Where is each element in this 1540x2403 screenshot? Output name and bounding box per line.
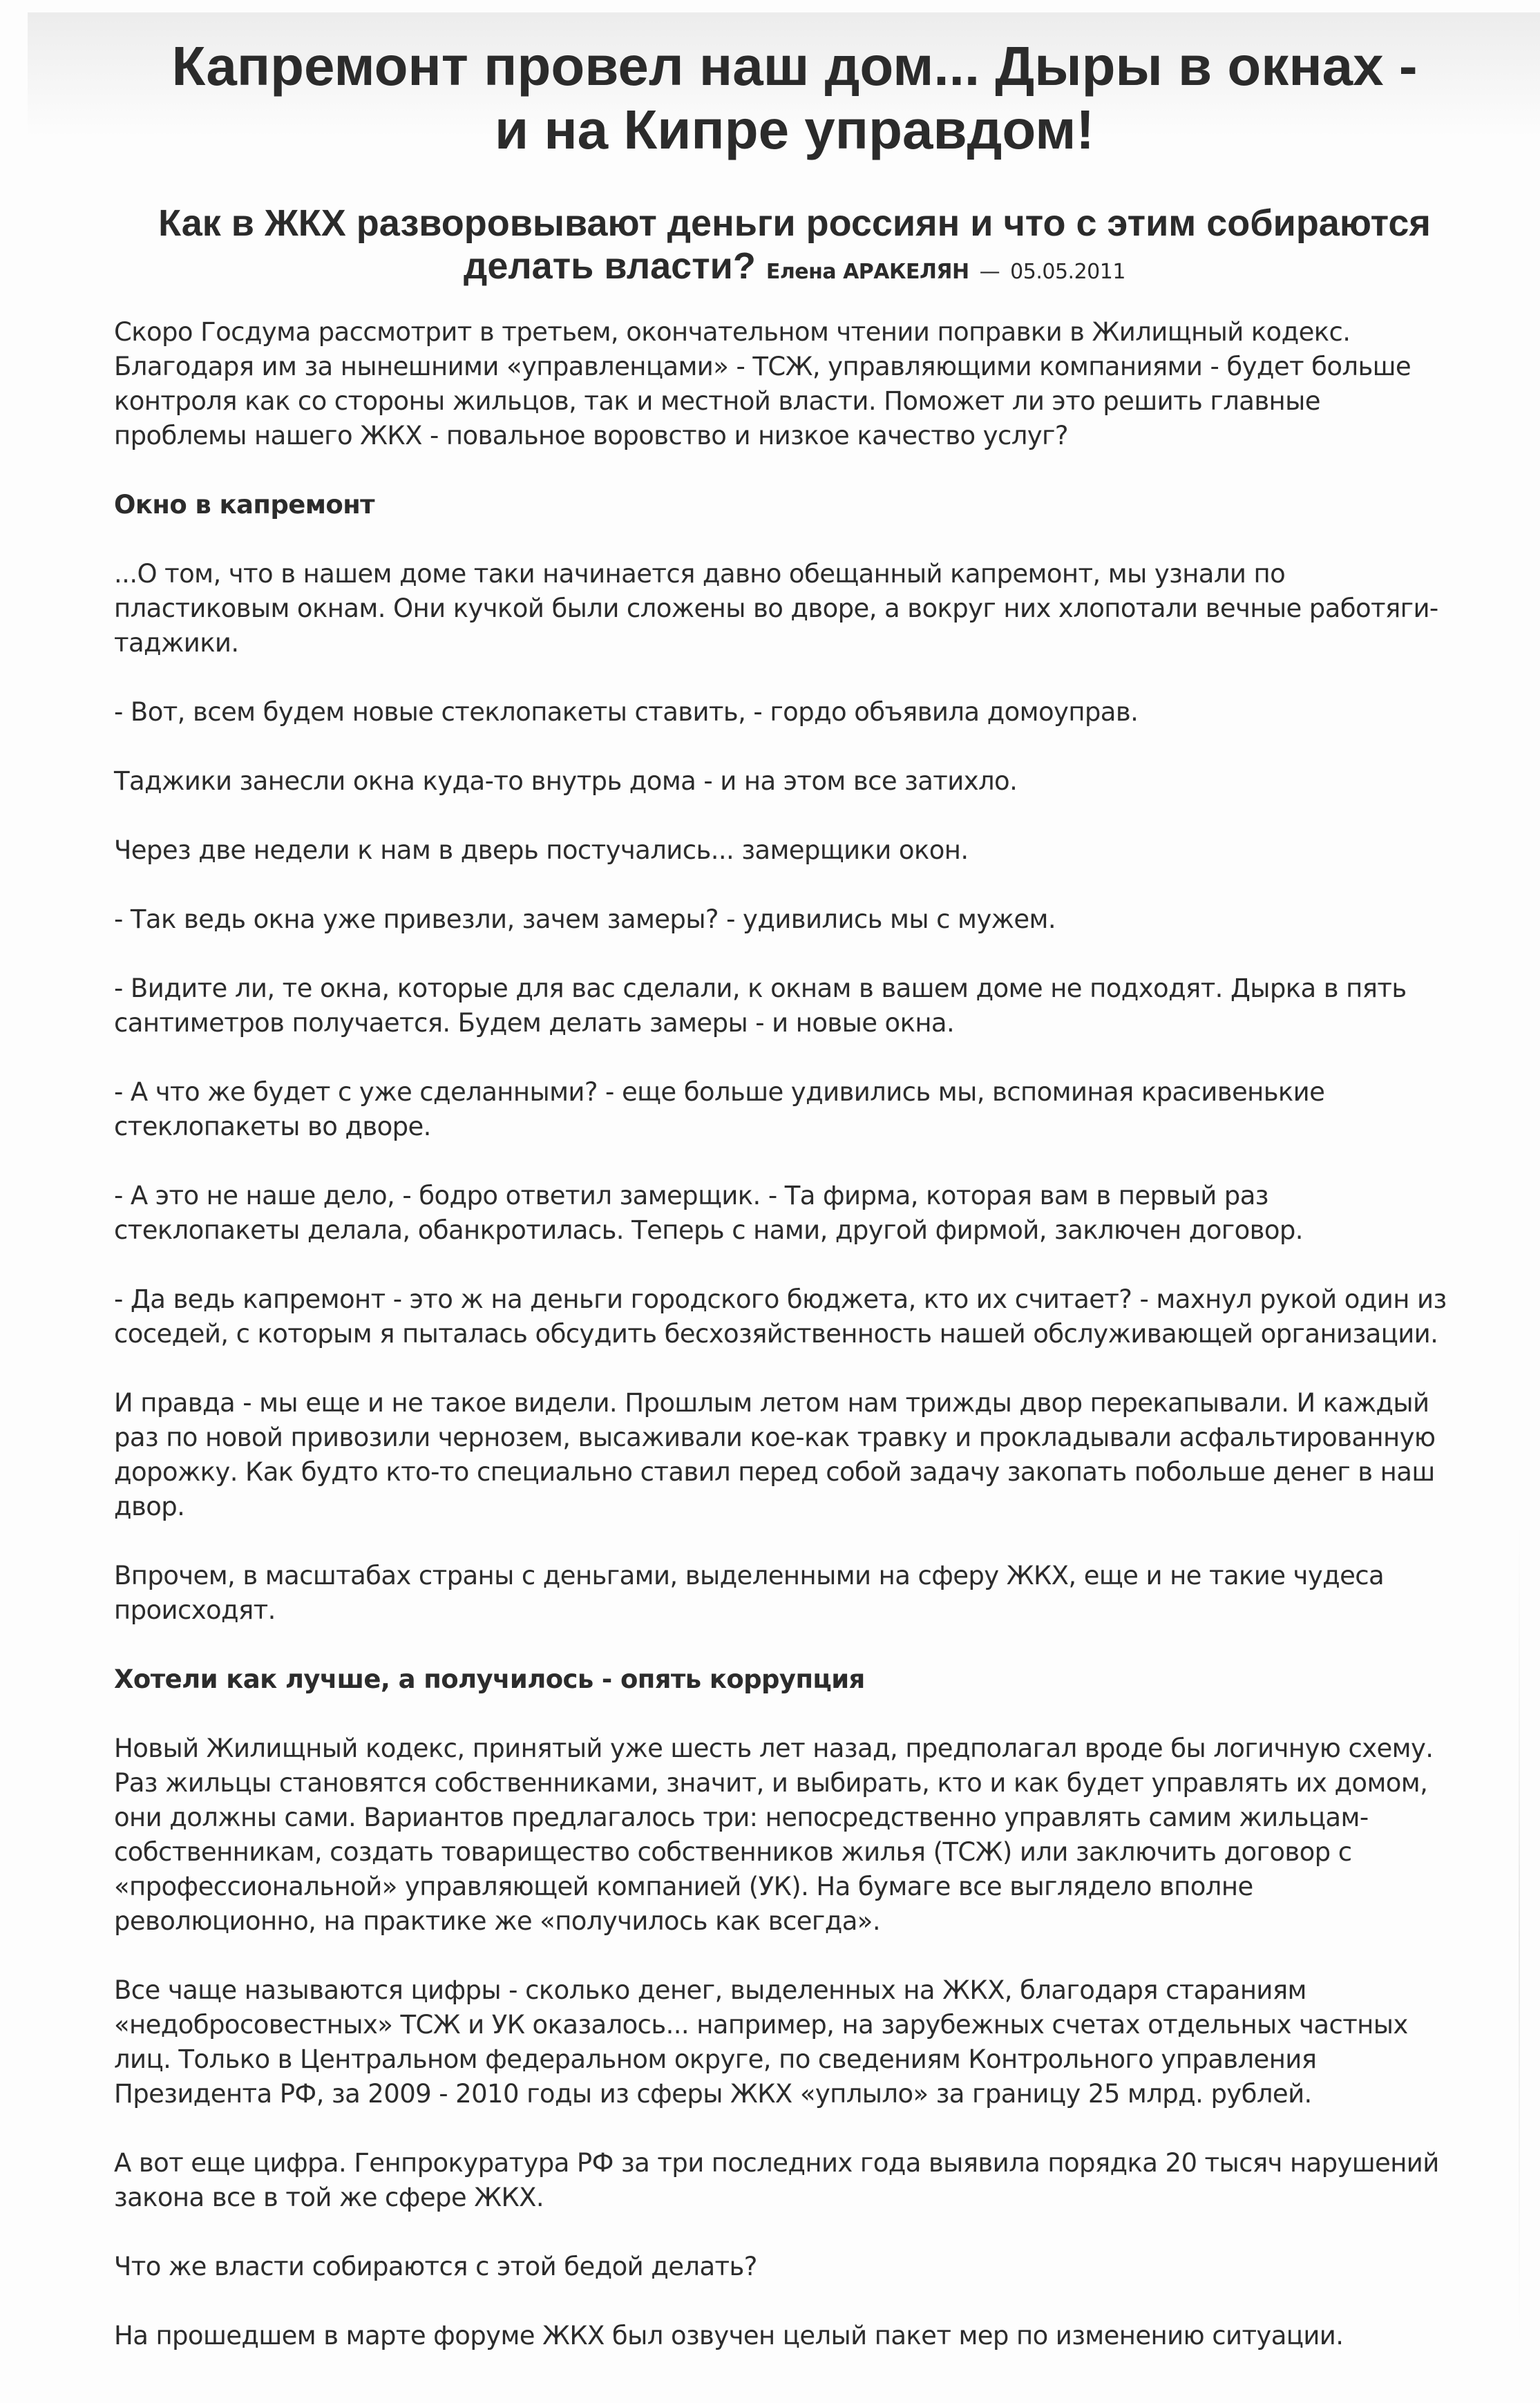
text-line: закона все в той же сфере ЖКХ.	[114, 2183, 544, 2212]
text-line: контроля как со стороны жильцов, так и местной власти. Поможет ли это решить главные	[114, 386, 1320, 416]
paragraph	[114, 1282, 1468, 1351]
text-line: И правда - мы еще и не такое видели. Прошлым летом нам трижды двор перекапывали. И каждый	[114, 1388, 1429, 1418]
paragraph	[114, 2250, 1468, 2284]
byline-separator: —	[979, 260, 1000, 284]
text-line: - А что же будет с уже сделанными? - еще больше удивились мы, вспоминая красивенькие	[114, 1077, 1325, 1107]
text-line: Все чаще называются цифры - сколько денег, выделенных на ЖКХ, благодаря стараниям	[114, 1975, 1306, 2005]
text-line: революционно, на практике же «получилось как всегда».	[114, 1906, 881, 1936]
text-line: стеклопакеты во дворе.	[114, 1112, 431, 1141]
text-line: - Так ведь окна уже привезли, зачем замеры? - удивились мы с мужем.	[114, 904, 1056, 934]
paragraph	[114, 2146, 1468, 2215]
text-line: На прошедшем в марте форуме ЖКХ был озвучен целый пакет мер по изменению ситуации.	[114, 2321, 1344, 2350]
text-line: они должны сами. Вариантов предлагалось три: непосредственно управлять самим жильцам-	[114, 1803, 1369, 1832]
text-line: - Да ведь капремонт - это ж на деньги городского бюджета, кто их считает? - махнул рукой один из	[114, 1284, 1447, 1314]
text-line: - Видите ли, те окна, которые для вас сделали, к окнам в вашем доме не подходят. Дырка в пять	[114, 973, 1407, 1003]
byline-date: 05.05.2011	[1010, 260, 1125, 284]
subtitle-byline-row	[83, 245, 1506, 294]
section-heading: Окно в капремонт	[114, 490, 375, 520]
text-line: «недобросовестных» ТСЖ и УК оказалось... например, на зарубежных счетах отдельных частных	[114, 2010, 1408, 2040]
paragraph	[114, 902, 1468, 937]
paragraph	[114, 695, 1468, 730]
text-line: пластиковым окнам. Они кучкой были сложены во дворе, а вокруг них хлопотали вечные работяги-	[114, 593, 1438, 623]
text-line: дорожку. Как будто кто-то специально ставил перед собой задачу закопать побольше денег в наш	[114, 1457, 1435, 1487]
text-line: Раз жильцы становятся собственниками, значит, и выбирать, кто и как будет управлять их домом,	[114, 1768, 1428, 1798]
text-line: соседей, с которым я пыталась обсудить бесхозяйственность нашей обслуживающей организации.	[114, 1319, 1438, 1349]
article-body	[114, 315, 1468, 2388]
text-line: раз по новой привозили чернозем, высаживали кое-как травку и прокладывали асфальтированную	[114, 1423, 1436, 1452]
text-line: А вот еще цифра. Генпрокуратура РФ за три последних года выявила порядка 20 тысяч нарушений	[114, 2148, 1439, 2178]
section-2	[114, 1731, 1468, 2353]
text-line: - Вот, всем будем новые стеклопакеты ставить, - гордо объявила домоуправ.	[114, 697, 1139, 727]
paragraph	[114, 1386, 1468, 1524]
subtitle	[83, 202, 1506, 245]
paragraph	[114, 2319, 1468, 2353]
headline-line: Капремонт провел наш дом... Дыры в окнах -	[171, 35, 1418, 97]
text-line: Скоро Госдума рассмотрит в третьем, окончательном чтении поправки в Жилищный кодекс.	[114, 317, 1351, 347]
subtitle-line: Как в ЖКХ разворовывают деньги россиян и что с этим собираются	[158, 202, 1431, 244]
paragraph	[114, 833, 1468, 868]
headline-line: и на Кипре управдом!	[494, 99, 1095, 160]
byline-author: Елена АРАКЕЛЯН	[766, 260, 969, 284]
text-line: Впрочем, в масштабах страны с деньгами, выделенными на сферу ЖКХ, еще и не такие чудеса	[114, 1561, 1385, 1590]
headline	[83, 35, 1506, 162]
paragraph	[114, 1179, 1468, 1248]
text-line: двор.	[114, 1492, 185, 1521]
text-line: Таджики занесли окна куда-то внутрь дома - и на этом все затихло.	[114, 766, 1018, 796]
paragraph	[114, 1075, 1468, 1144]
text-line: Благодаря им за нынешними «управленцами» - ТСЖ, управляющими компаниями - будет больше	[114, 352, 1411, 381]
paragraph	[114, 1973, 1468, 2111]
subtitle-line: делать власти?	[464, 245, 756, 287]
paragraph	[114, 1559, 1468, 1628]
text-line: сантиметров получается. Будем делать замеры - и новые окна.	[114, 1008, 955, 1038]
text-line: таджики.	[114, 628, 239, 658]
text-line: Через две недели к нам в дверь постучались... замерщики окон.	[114, 835, 969, 865]
text-line: Президента РФ, за 2009 - 2010 годы из сферы ЖКХ «уплыло» за границу 25 млрд. рублей.	[114, 2079, 1312, 2109]
text-line: - А это не наше дело, - бодро ответил замерщик. - Та фирма, которая вам в первый раз	[114, 1181, 1268, 1210]
text-line: «профессиональной» управляющей компанией (УК). На бумаге все выглядело вполне	[114, 1872, 1253, 1901]
paragraph	[114, 764, 1468, 799]
paragraph	[114, 1731, 1468, 1939]
text-line: происходят.	[114, 1595, 276, 1625]
paragraph	[114, 557, 1468, 661]
section-1	[114, 557, 1468, 1628]
text-line: проблемы нашего ЖКХ - повальное воровство и низкое качество услуг?	[114, 421, 1068, 450]
section-heading: Хотели как лучше, а получилось - опять коррупция	[114, 1664, 865, 1694]
text-line: стеклопакеты делала, обанкротилась. Теперь с нами, другой фирмой, заключен договор.	[114, 1215, 1303, 1245]
text-line: лиц. Только в Центральном федеральном округе, по сведениям Контрольного управления	[114, 2044, 1317, 2074]
text-line: Что же власти собираются с этой бедой делать?	[114, 2252, 757, 2281]
intro-paragraph	[114, 315, 1468, 453]
text-line: ...О том, что в нашем доме таки начинается давно обещанный капремонт, мы узнали по	[114, 559, 1286, 589]
text-line: Новый Жилищный кодекс, принятый уже шесть лет назад, предполагал вроде бы логичную схему.	[114, 1734, 1434, 1763]
paragraph	[114, 971, 1468, 1041]
text-line: собственникам, создать товарищество собственников жилья (ТСЖ) или заключить договор с	[114, 1837, 1352, 1867]
